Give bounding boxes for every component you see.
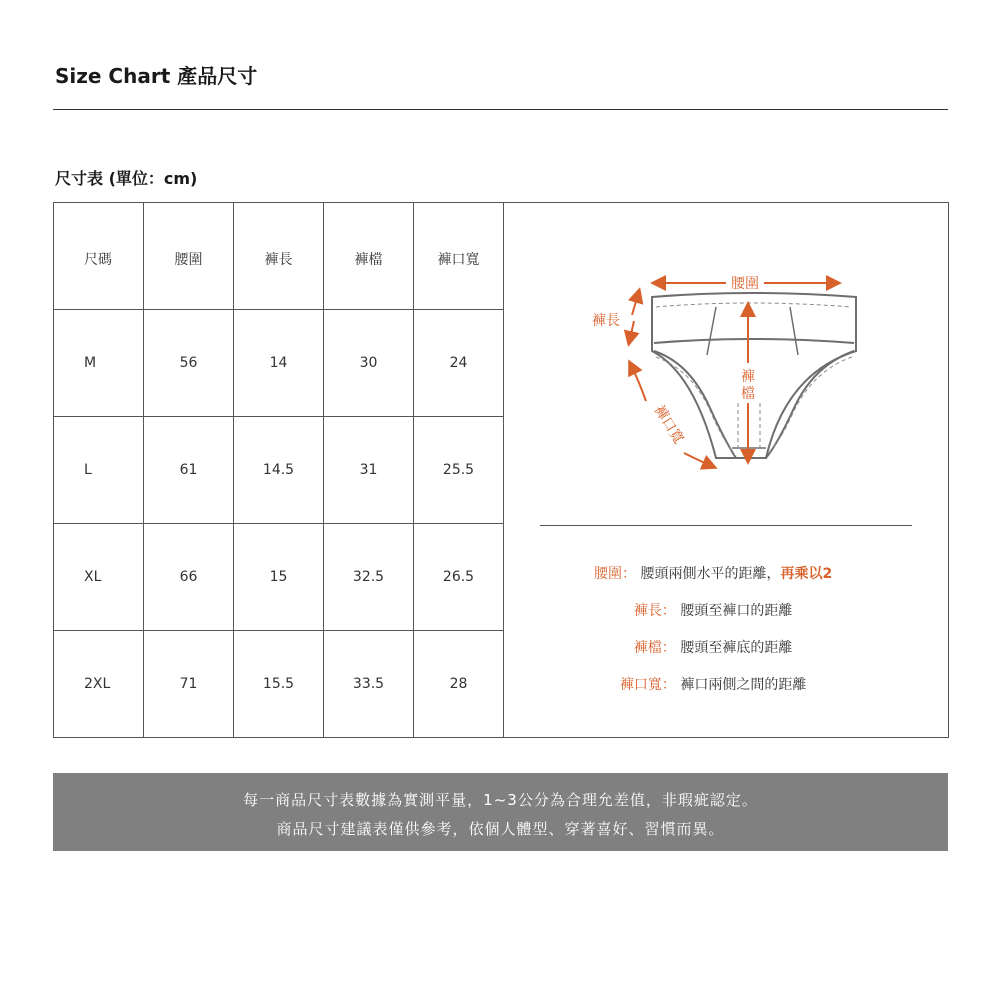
label-waist: 腰圍 xyxy=(731,276,759,292)
cell-leg-opening: 28 xyxy=(414,631,504,738)
size-table xyxy=(53,202,949,738)
leg-arrow-down xyxy=(684,453,714,467)
cell-waist: 61 xyxy=(144,417,234,524)
diagram-panel xyxy=(504,203,949,738)
cell-waist: 71 xyxy=(144,631,234,738)
header-leg-opening: 褲口寬 xyxy=(414,203,504,310)
header-length: 褲長 xyxy=(234,203,324,310)
diagram-divider xyxy=(540,525,912,526)
note-line-2: 商品尺寸建議表僅供參考，依個人體型、穿著喜好、習慣而異。 xyxy=(276,820,725,838)
title-divider xyxy=(53,109,948,110)
header-size: 尺碼 xyxy=(54,203,144,310)
label-length: 褲長 xyxy=(592,313,620,329)
length-arrow-down xyxy=(629,321,634,343)
cell-rise: 30 xyxy=(324,310,414,417)
cell-rise: 33.5 xyxy=(324,631,414,738)
cell-size: 2XL xyxy=(54,631,144,738)
page-title: Size Chart 產品尺寸 xyxy=(55,64,258,88)
cell-size: L xyxy=(54,417,144,524)
cell-leg-opening: 26.5 xyxy=(414,524,504,631)
briefs-diagram xyxy=(504,203,948,503)
cell-length: 15.5 xyxy=(234,631,324,738)
disclaimer-note xyxy=(53,773,948,851)
cell-rise: 31 xyxy=(324,417,414,524)
legend-item-rise: 褲檔： 腰頭至褲底的距離 xyxy=(633,640,793,656)
length-arrow-up xyxy=(632,291,639,315)
note-line-1: 每一商品尺寸表數據為實測平量，1~3公分為合理允差值，非瑕疵認定。 xyxy=(243,791,758,809)
cell-waist: 56 xyxy=(144,310,234,417)
cell-length: 14.5 xyxy=(234,417,324,524)
measurement-legend xyxy=(594,563,832,711)
cell-size: M xyxy=(54,310,144,417)
label-rise-1: 褲 xyxy=(741,369,755,385)
legend-item-length: 褲長： 腰頭至褲口的距離 xyxy=(633,603,793,619)
cell-waist: 66 xyxy=(144,524,234,631)
table-header-row xyxy=(54,203,949,310)
leg-arrow-up xyxy=(630,363,646,401)
cell-size: XL xyxy=(54,524,144,631)
legend-item-waist: 腰圍： 腰頭兩側水平的距離，再乘以2 xyxy=(594,566,833,582)
header-waist: 腰圍 xyxy=(144,203,234,310)
cell-leg-opening: 24 xyxy=(414,310,504,417)
table-caption: 尺寸表 (單位：cm) xyxy=(55,169,198,188)
cell-length: 14 xyxy=(234,310,324,417)
cell-rise: 32.5 xyxy=(324,524,414,631)
label-leg-opening: 褲口寬 xyxy=(650,402,687,447)
header-rise: 褲檔 xyxy=(324,203,414,310)
legend-item-leg-opening: 褲口寬： 褲口兩側之間的距離 xyxy=(619,677,807,693)
cell-length: 15 xyxy=(234,524,324,631)
label-rise-2: 檔 xyxy=(741,386,755,402)
cell-leg-opening: 25.5 xyxy=(414,417,504,524)
